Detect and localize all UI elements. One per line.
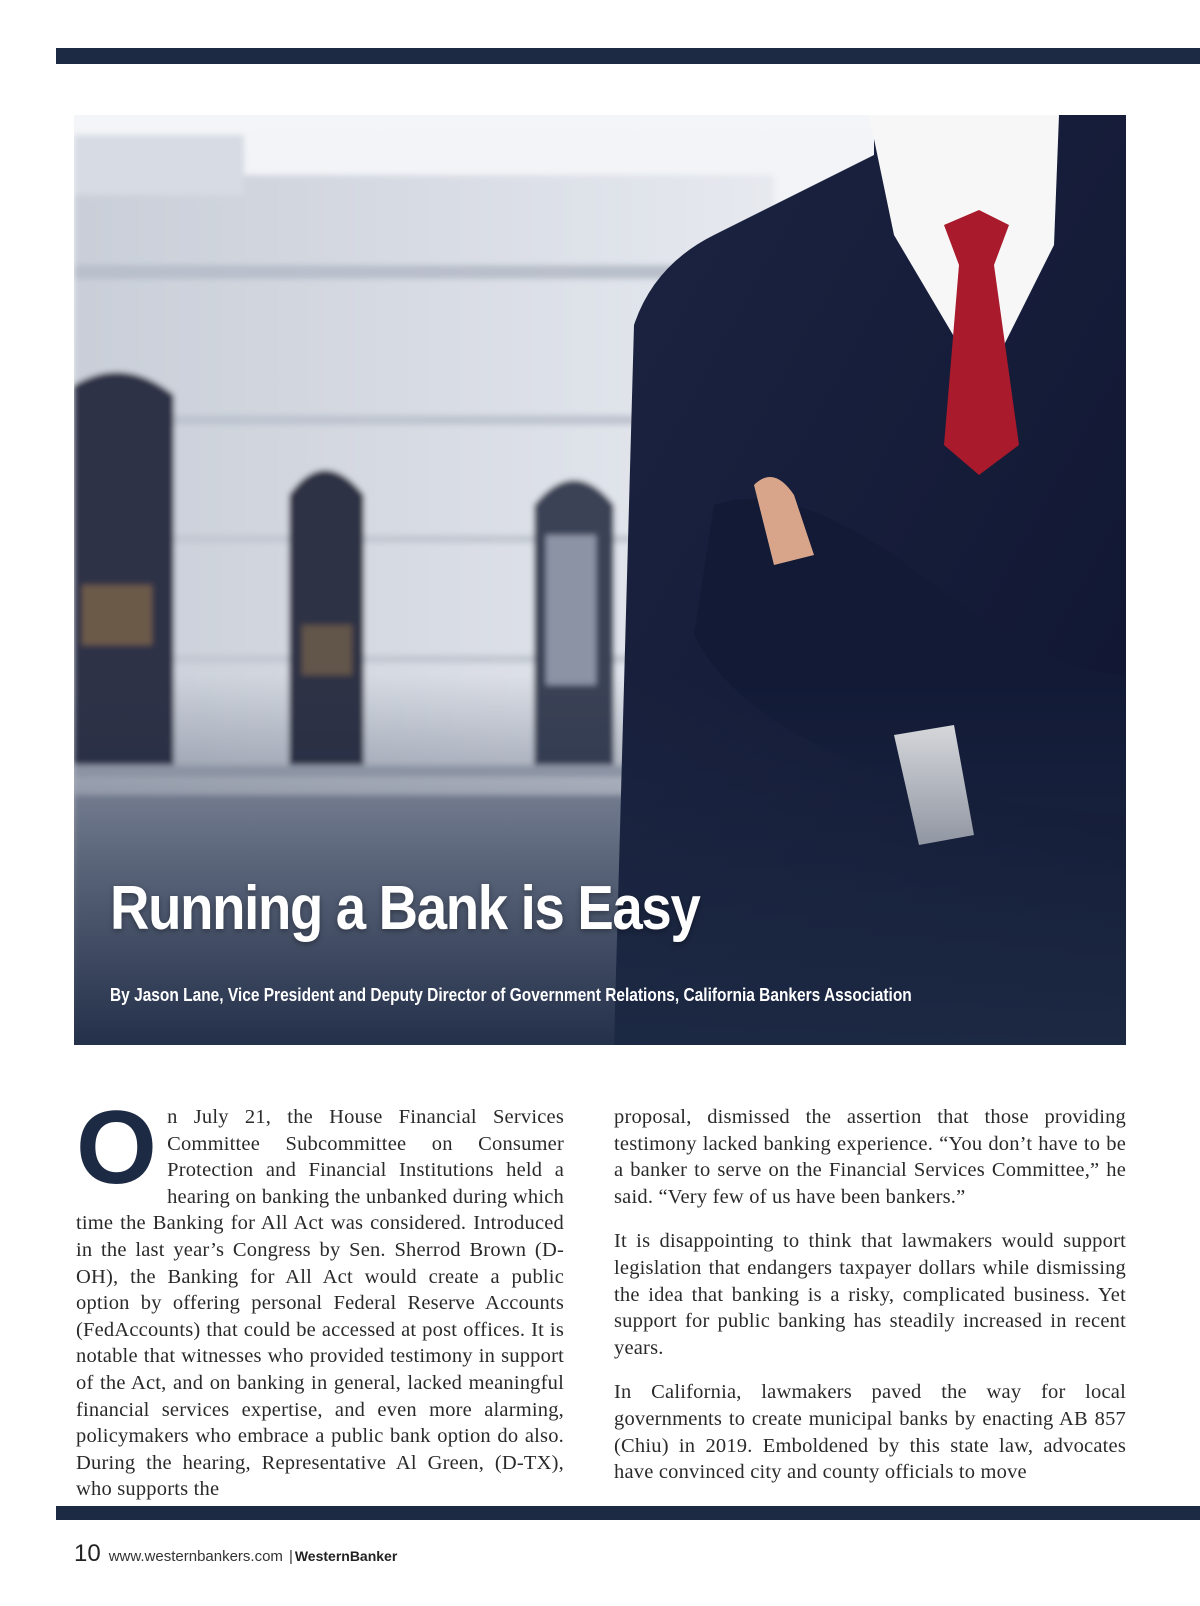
publication-name: WesternBanker [294, 1548, 398, 1564]
paragraph: It is disappointing to think that lawmakers would support legislation that endangers taxpayer dollars while dismissing the idea that banking is a risky, complicated business. Yet support for public banking has steadily increased in recent years. [614, 1230, 1126, 1359]
page-footer [74, 1540, 397, 1568]
article-title: Running a Bank is Easy [110, 874, 700, 943]
hero-image [74, 115, 1126, 1045]
paragraph: In California, lawmakers paved the way for local governments to create municipal banks by enacting AB 857 (Chiu) in 2019. Emboldened by this state law, advocates have convinced city and county officials to move [614, 1381, 1126, 1484]
top-rule [56, 48, 1200, 64]
bottom-rule [56, 1506, 1200, 1520]
paragraph: proposal, dismissed the assertion that those providing testimony lacked banking experience. “You don’t have to be a banker to serve on the Financial Services Committee,” he said. “Very few of us have been bankers.” [614, 1106, 1126, 1208]
page-number: 10 [74, 1540, 101, 1567]
article-byline: By Jason Lane, Vice President and Deputy Director of Government Relations, California Bankers Association [110, 985, 912, 1005]
drop-cap: O [76, 1090, 158, 1206]
website-link[interactable]: www.westernbankers.com [108, 1548, 283, 1565]
article-column-right [614, 1104, 1126, 1504]
left-column-text: n July 21, the House Financial Services Committee Subcommittee on Consumer Protection and Financial Institutions held a hearing on banking the unbanked during which time the Banking for All Act was considered. Introduced in the last year’s Congress by Sen. Sherrod Brown (D-OH), the Banking for All Act would create a public option by offering personal Federal Reserve Accounts (FedAccounts) that could be accessed at post offices. It is notable that witnesses who provided testimony in support of the Act, and on banking in general, lacked meaningful financial services expertise, and even more alarming, policymakers who embrace a public bank option do also. During the hearing, Representative Al Green, (D-TX), who supports the [76, 1106, 564, 1501]
article-column-left [76, 1090, 564, 1521]
footer-separator: | [288, 1548, 293, 1565]
